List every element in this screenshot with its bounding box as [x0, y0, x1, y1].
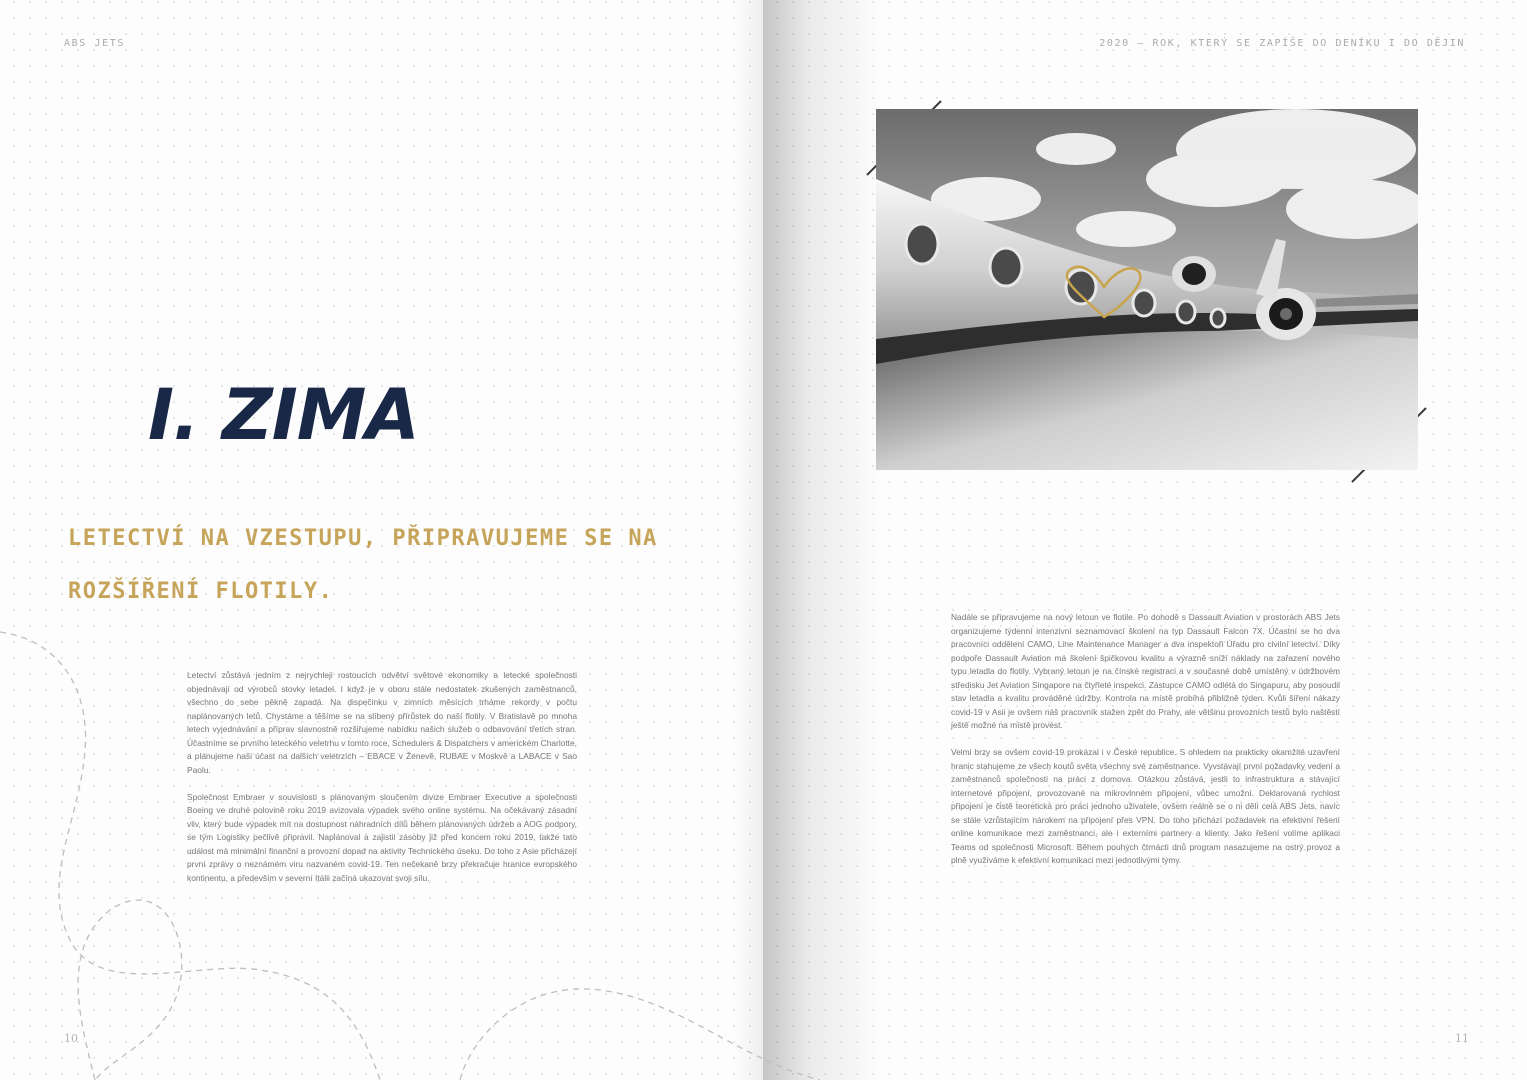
paragraph: Společnost Embraer v souvislosti s plánovaným sloučením divize Embraer Executive a společnosti Boeing ve druhé polovině roku 2019 avizovala výpadek svého online systému. Na očekávaný zásadní vliv, který bude výpadek mít na dostupnost náhradních dílů během plánovaných údržeb a AOG podpory, se tým Logistiky pečlivě připravil. Naplánoval a zajistil zásoby již před koncem roku 2019, takže tato událost má minimální finanční a provozní dopad na aktivity Technického úseku. Do toho z Asie přicházejí první zprávy o neznámém viru nazvaném covid-19. Ten nečekaně brzy překračuje hranice evropského kontinentu, a především v severní Itálii začíná ukazovat svoji sílu. — [187, 791, 577, 883]
paragraph: Nadále se připravujeme na nový letoun ve flotile. Po dohodě s Dassault Aviation v prostorách ABS Jets organizujeme týdenní intenzivní seznamovací školení na typ Dassault Falcon 7X. Účastní se ho dva pracovníci oddělení CAMO, Line Maintenance Manager a dva inspektoři Úřadu pro civilní letectví. Díky podpoře Dassault Aviation má školení špičkovou kvalitu a výrazně sníží náklady na zařazení nového typu letadla do flotily. Vybraný letoun je na čínské registraci a v současné době umístěný v údržbovém středisku Jet Aviation Singapore na čtyřleté inspekci. Zástupce CAMO odlétá do Singapuru, aby posoudil stav letadla a kvalitu prováděné údržby. Kontrola na místě probíhá přibližně týden. Kvůli šíření nákazy covid-19 v Asii je ovšem náš pracovník stažen zpět do Prahy, ale většinu provozních testů bylo naštěstí ještě možné na místě provést. — [951, 612, 1340, 730]
chapter-title: I. ZIMA — [148, 374, 419, 456]
running-head-right: 2020 – ROK, KTERÝ SE ZAPÍŠE DO DENÍKU I DO DĚJIN — [1099, 38, 1465, 49]
running-head-left: ABS JETS — [64, 38, 125, 49]
right-body-text — [951, 611, 1340, 881]
paragraph: Letectví zůstává jedním z nejrychleji rostoucích odvětví světové ekonomiky a letecké společnosti objednávají od výrobců stovky letadel. I když je v oboru stále nedostatek zkušených zaměstnanců, všechno do sebe pěkně zapadá. Na dispečinku v zimních měsících trháme rekordy v počtu naplánovaných letů. Chystáme a těšíme se na slíbený přírůstek do naší flotily. V Bratislavě po mnoha letech vyjednávání a příprav slavnostně rozšiřujeme nabídku našich služeb o odbavování třetích stran. Účastníme se prvního leteckého veletrhu v tomto roce, Schedulers & Dispatchers v americkém Charlotte, a plánujeme naši účast na dalších veletrzích – EBACE v Ženevě, RUBAE v Moskvě a LABACE v Sao Paolu. — [187, 670, 577, 775]
page-number-right: 11 — [1455, 1032, 1469, 1045]
right-page — [763, 0, 1527, 1080]
chapter-subtitle: LETECTVÍ NA VZESTUPU, PŘIPRAVUJEME SE NA ROZŠÍŘENÍ FLOTILY. — [68, 526, 658, 604]
page-number-left: 10 — [64, 1032, 78, 1045]
paragraph: Velmi brzy se ovšem covid-19 prokázal i v České republice. S ohledem na prakticky okamžité uzavření hranic stahujeme ze všech koutů světa všechny své zaměstnance. Vyvstávají první požadavky vedení a zaměstnanců společnosti na práci z domova. Otázkou zůstává, jestli to infrastruktura a stávající internetové připojení, provozované na mikrovlnném připojení, vůbec umožní. Deklarovaná rychlost připojení je čistě teoretická pro práci jednoho uživatele, ovšem reálně se o ni dělí celá ABS Jets, navíc se stále vzrůstajícím nárokem na připojení přes VPN. Do toho přichází požadavek na efektivní řešení online komunikace mezi zaměstnanci, ale i externími partnery a klienty. Jako řešení volíme aplikaci Teams od společnosti Microsoft. Během pouhých čtrnácti dnů program nasazujeme na ostrý provoz a plně využíváme k efektivní komunikaci mezi jednotlivými týmy. — [951, 747, 1340, 865]
left-page — [0, 0, 763, 1080]
left-body-text — [187, 669, 577, 899]
jet-photo — [876, 109, 1418, 470]
gutter-shadow — [733, 0, 763, 1080]
